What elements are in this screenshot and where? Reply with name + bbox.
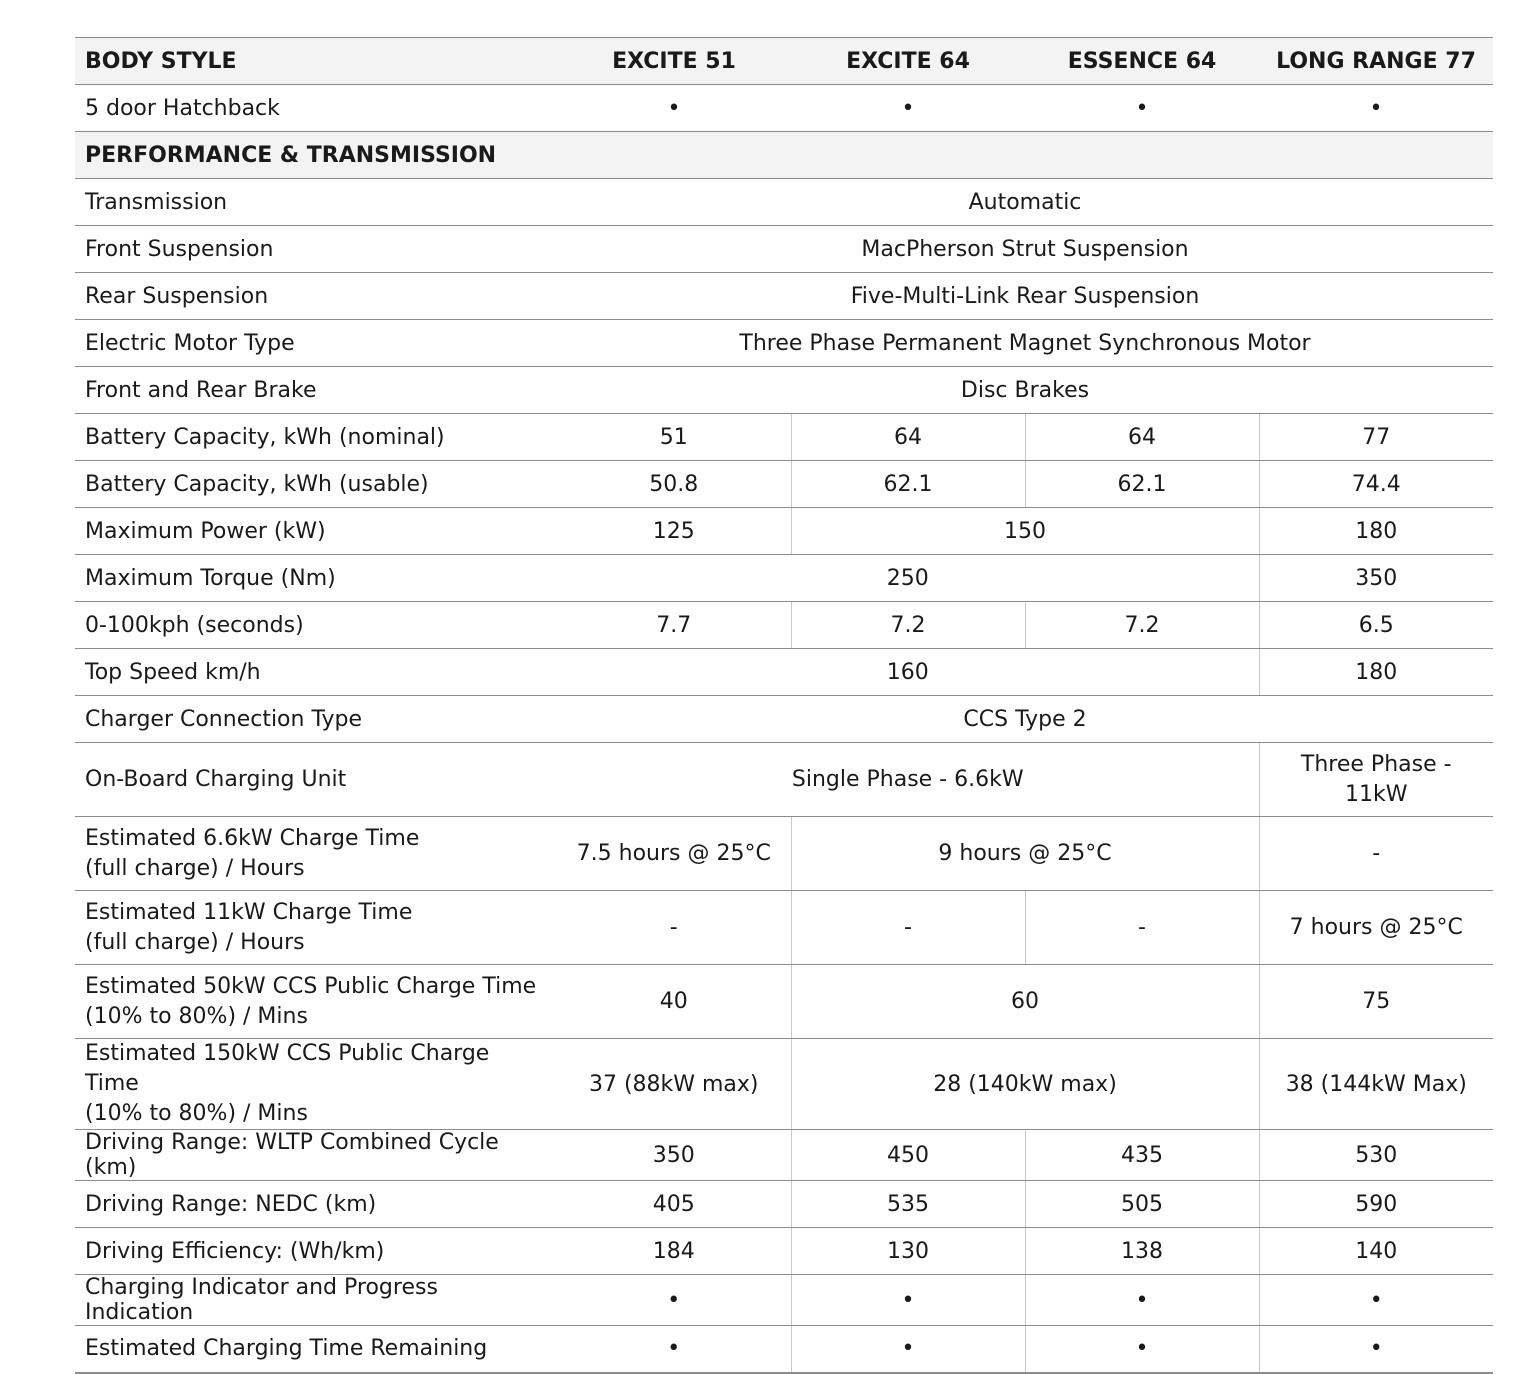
value-long-range-77: 590	[1259, 1181, 1493, 1228]
row-transmission	[75, 179, 1493, 226]
row-label: Battery Capacity, kWh (nominal)	[75, 414, 557, 461]
row-label	[75, 1039, 557, 1130]
row-charge-time-11kw	[75, 891, 1493, 965]
row-motor-type	[75, 320, 1493, 367]
value-excite-51: 40	[557, 965, 791, 1039]
row-label-line2: (10% to 80%) / Mins	[85, 1101, 308, 1126]
col-header-essence-64: ESSENCE 64	[1025, 38, 1259, 85]
bullet-excite-51: •	[557, 85, 791, 132]
row-charge-time-150kw	[75, 1039, 1493, 1130]
value-long-range-77: 140	[1259, 1228, 1493, 1275]
row-label: Driving Range: WLTP Combined Cycle (km)	[75, 1130, 557, 1181]
row-label: 5 door Hatchback	[75, 85, 557, 132]
row-battery-nominal	[75, 414, 1493, 461]
value-long-range-77: 6.5	[1259, 602, 1493, 649]
value-excite-64-essence-64: 150	[791, 508, 1259, 555]
value-excite-51: 7.5 hours @ 25°C	[557, 817, 791, 891]
row-charge-time-6-6kw	[75, 817, 1493, 891]
value-all-models: CCS Type 2	[557, 696, 1493, 743]
value-long-range-77: 350	[1259, 555, 1493, 602]
row-label	[75, 817, 557, 891]
value-excite-64: 130	[791, 1228, 1025, 1275]
bullet-excite-51: •	[557, 1326, 791, 1373]
value-excite-51: 405	[557, 1181, 791, 1228]
bullet-long-range-77: •	[1259, 1275, 1493, 1326]
value-excite-51: 51	[557, 414, 791, 461]
value-excite-51-to-essence-64: 250	[557, 555, 1259, 602]
value-all-models: Five-Multi-Link Rear Suspension	[557, 273, 1493, 320]
value-long-range-77: 530	[1259, 1130, 1493, 1181]
value-long-range-77: 38 (144kW Max)	[1259, 1039, 1493, 1130]
value-long-range-77: 180	[1259, 649, 1493, 696]
value-essence-64: -	[1025, 891, 1259, 965]
value-all-models: Three Phase Permanent Magnet Synchronous Motor	[557, 320, 1493, 367]
row-label: On-Board Charging Unit	[75, 743, 557, 817]
value-excite-64-essence-64: 28 (140kW max)	[791, 1039, 1259, 1130]
value-all-models: Disc Brakes	[557, 367, 1493, 414]
row-label: Charger Connection Type	[75, 696, 557, 743]
value-essence-64: 138	[1025, 1228, 1259, 1275]
row-charging-indicator	[75, 1275, 1493, 1326]
value-excite-64: 7.2	[791, 602, 1025, 649]
row-brakes	[75, 367, 1493, 414]
bullet-essence-64: •	[1025, 85, 1259, 132]
value-essence-64: 64	[1025, 414, 1259, 461]
value-excite-64-essence-64: 9 hours @ 25°C	[791, 817, 1259, 891]
value-excite-51: 125	[557, 508, 791, 555]
row-label: Maximum Torque (Nm)	[75, 555, 557, 602]
row-label: Rear Suspension	[75, 273, 557, 320]
row-label: Top Speed km/h	[75, 649, 557, 696]
row-label-line1: Estimated 11kW Charge Time	[85, 899, 413, 925]
bullet-excite-64: •	[791, 1326, 1025, 1373]
row-label-line2: (10% to 80%) / Mins	[85, 1003, 308, 1029]
value-excite-64: 64	[791, 414, 1025, 461]
value-excite-51: 37 (88kW max)	[557, 1039, 791, 1130]
value-long-range-77: 180	[1259, 508, 1493, 555]
value-excite-51: 184	[557, 1228, 791, 1275]
row-acceleration	[75, 602, 1493, 649]
row-label: 0-100kph (seconds)	[75, 602, 557, 649]
row-top-speed	[75, 649, 1493, 696]
row-label: Estimated Charging Time Remaining	[75, 1326, 557, 1373]
section-performance	[75, 132, 1493, 179]
value-essence-64: 505	[1025, 1181, 1259, 1228]
header-row	[75, 38, 1493, 85]
row-label: Driving Range: NEDC (km)	[75, 1181, 557, 1228]
row-label: Front and Rear Brake	[75, 367, 557, 414]
value-essence-64: 435	[1025, 1130, 1259, 1181]
col-header-body-style: BODY STYLE	[75, 38, 557, 85]
row-hatchback	[75, 85, 1493, 132]
value-long-range-77: 77	[1259, 414, 1493, 461]
col-header-excite-64: EXCITE 64	[791, 38, 1025, 85]
value-excite-51-to-essence-64: Single Phase - 6.6kW	[557, 743, 1259, 817]
value-excite-51: 7.7	[557, 602, 791, 649]
value-long-range-77: Three Phase - 11kW	[1259, 743, 1493, 817]
row-label: Front Suspension	[75, 226, 557, 273]
value-long-range-77: 74.4	[1259, 461, 1493, 508]
row-label-line1: Estimated 50kW CCS Public Charge Time	[85, 973, 537, 999]
row-range-nedc	[75, 1181, 1493, 1228]
value-excite-51-to-essence-64: 160	[557, 649, 1259, 696]
row-label: Battery Capacity, kWh (usable)	[75, 461, 557, 508]
row-front-suspension	[75, 226, 1493, 273]
row-label	[75, 891, 557, 965]
row-label	[75, 965, 557, 1039]
value-excite-64: 450	[791, 1130, 1025, 1181]
value-excite-64: 62.1	[791, 461, 1025, 508]
bullet-excite-64: •	[791, 1275, 1025, 1326]
row-efficiency	[75, 1228, 1493, 1275]
bullet-long-range-77: •	[1259, 85, 1493, 132]
row-label-line2: (full charge) / Hours	[85, 855, 305, 881]
row-label-line1: Estimated 150kW CCS Public Charge Time	[85, 1041, 490, 1096]
value-excite-51: 350	[557, 1130, 791, 1181]
value-excite-64-essence-64: 60	[791, 965, 1259, 1039]
value-essence-64: 7.2	[1025, 602, 1259, 649]
bullet-essence-64: •	[1025, 1326, 1259, 1373]
col-header-excite-51: EXCITE 51	[557, 38, 791, 85]
value-essence-64: 62.1	[1025, 461, 1259, 508]
value-long-range-77: 7 hours @ 25°C	[1259, 891, 1493, 965]
row-label: Charging Indicator and Progress Indication	[75, 1275, 557, 1326]
row-onboard-charging	[75, 743, 1493, 817]
value-excite-64: 535	[791, 1181, 1025, 1228]
value-long-range-77: 75	[1259, 965, 1493, 1039]
bullet-excite-64: •	[791, 85, 1025, 132]
row-charger-type	[75, 696, 1493, 743]
row-battery-usable	[75, 461, 1493, 508]
section-title: PERFORMANCE & TRANSMISSION	[75, 132, 1493, 179]
row-label: Electric Motor Type	[75, 320, 557, 367]
value-excite-51: -	[557, 891, 791, 965]
spec-table	[75, 37, 1493, 1374]
row-rear-suspension	[75, 273, 1493, 320]
bullet-long-range-77: •	[1259, 1326, 1493, 1373]
col-header-long-range-77: LONG RANGE 77	[1259, 38, 1493, 85]
value-long-range-77: -	[1259, 817, 1493, 891]
row-charge-time-50kw	[75, 965, 1493, 1039]
value-excite-51: 50.8	[557, 461, 791, 508]
bullet-essence-64: •	[1025, 1275, 1259, 1326]
row-max-power	[75, 508, 1493, 555]
row-label: Transmission	[75, 179, 557, 226]
row-max-torque	[75, 555, 1493, 602]
bullet-excite-51: •	[557, 1275, 791, 1326]
row-charging-time-remaining	[75, 1326, 1493, 1373]
value-excite-64: -	[791, 891, 1025, 965]
row-label-line1: Estimated 6.6kW Charge Time	[85, 825, 420, 851]
value-all-models: MacPherson Strut Suspension	[557, 226, 1493, 273]
row-label-line2: (full charge) / Hours	[85, 929, 305, 955]
row-label: Maximum Power (kW)	[75, 508, 557, 555]
value-all-models: Automatic	[557, 179, 1493, 226]
row-label: Driving Efficiency: (Wh/km)	[75, 1228, 557, 1275]
row-range-wltp	[75, 1130, 1493, 1181]
